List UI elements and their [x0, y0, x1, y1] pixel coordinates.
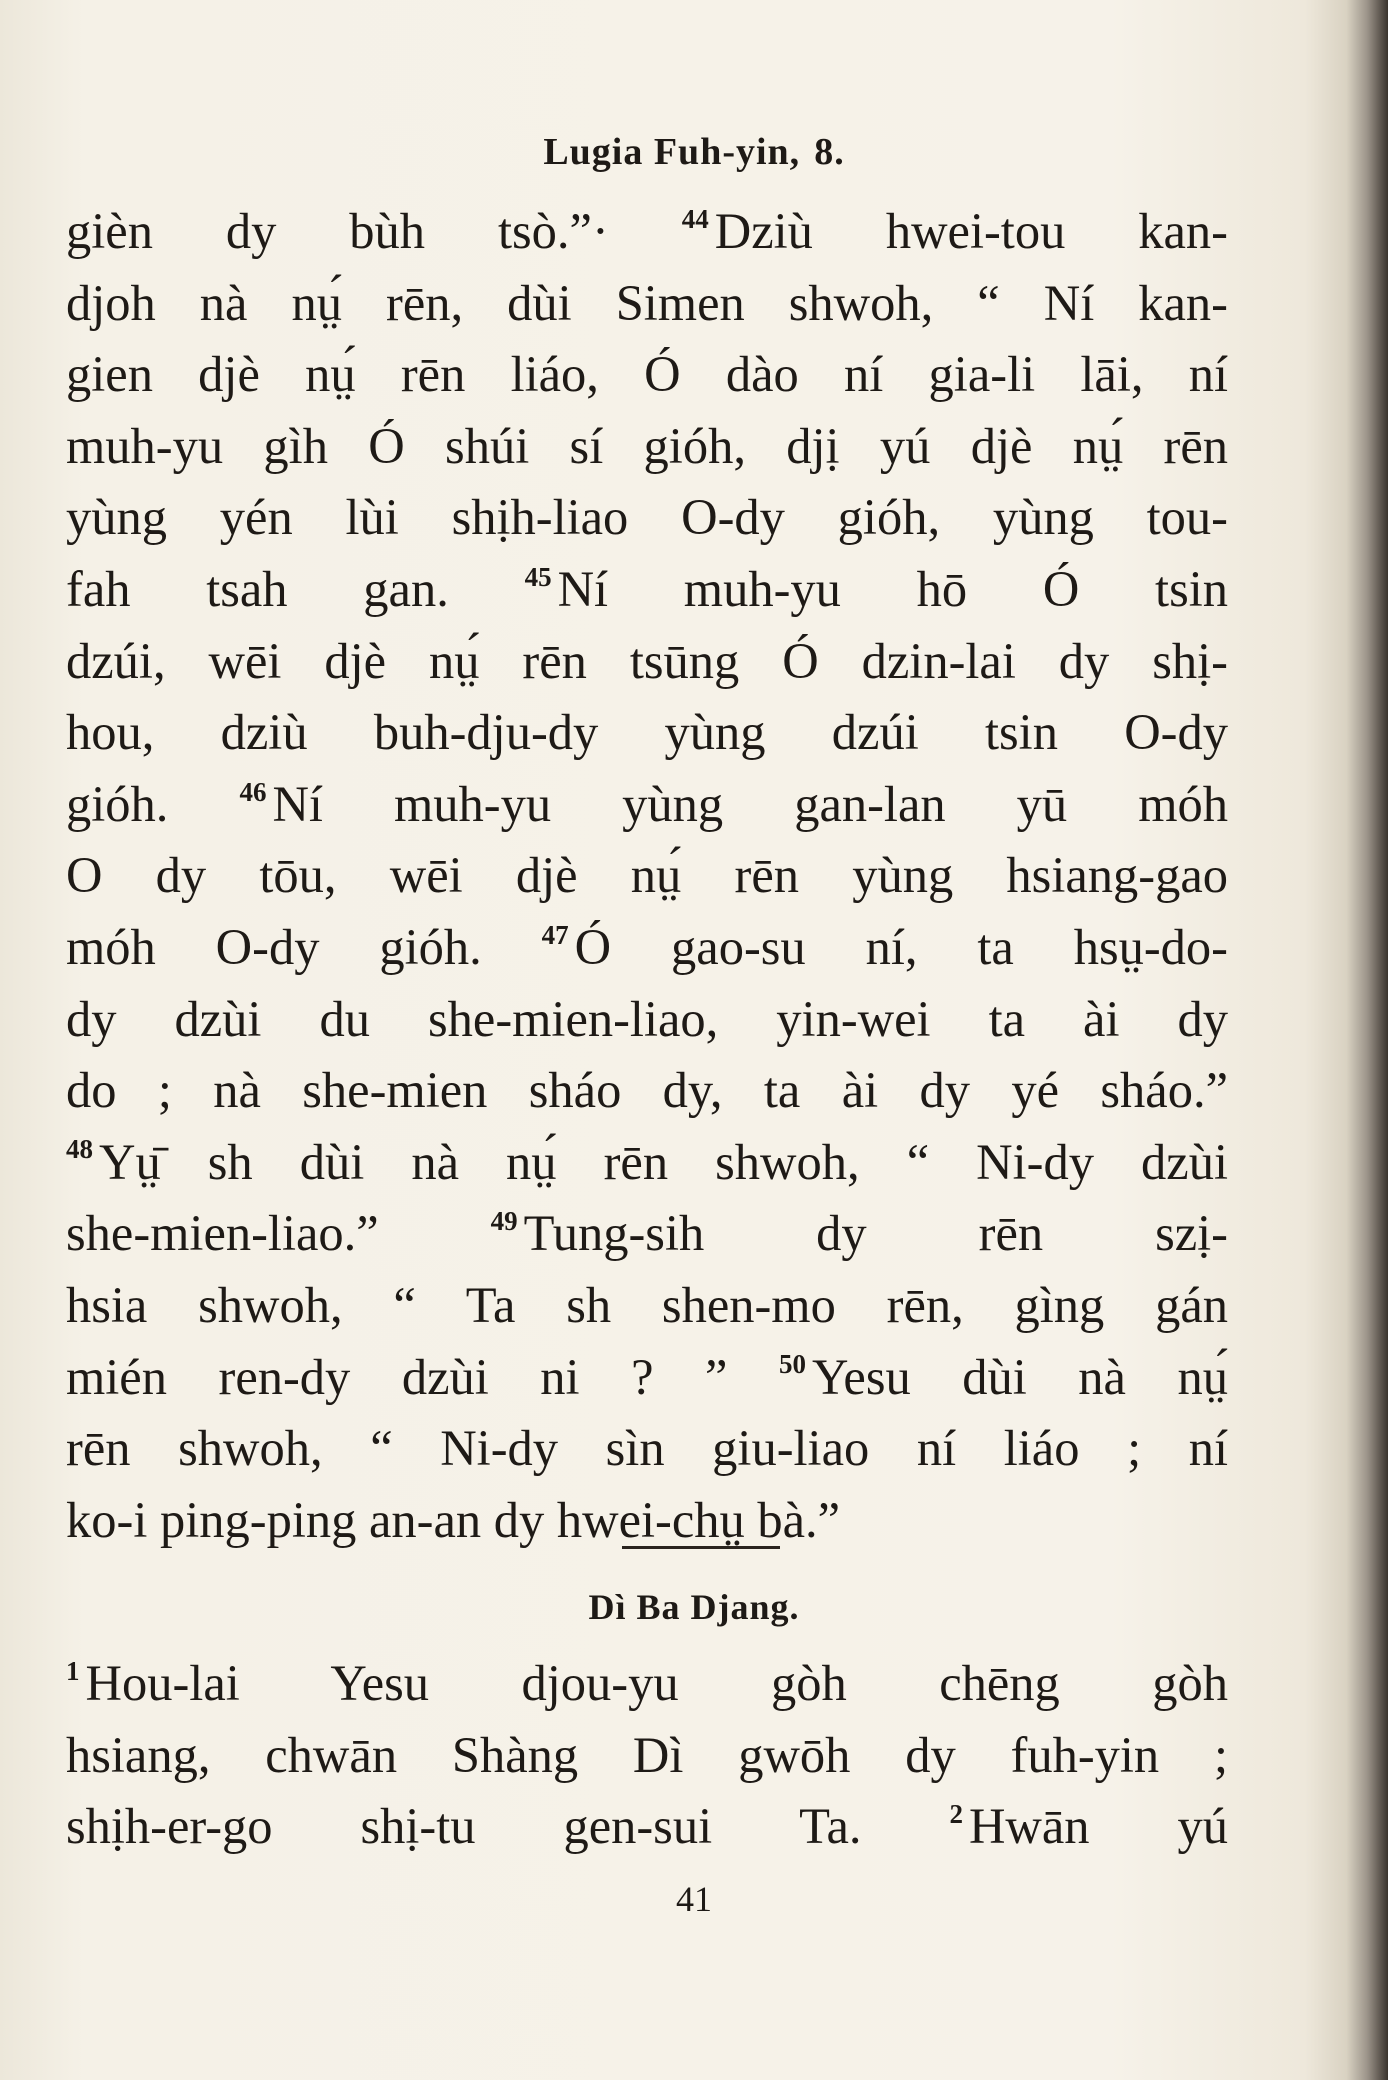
text-line: [66, 482, 1228, 554]
line-text: fah tsah gan.: [66, 560, 525, 617]
text-line: [66, 268, 1228, 340]
page-number: 41: [676, 1879, 712, 1919]
line-text: ko-i ping-ping an-an dy hwei-chṳ bà.”: [66, 1491, 841, 1548]
verse-number: 46: [239, 776, 267, 807]
line-text: Tung-sih dy rēn szị-: [523, 1205, 1228, 1262]
line-text: Ní muh-yu hō Ó tsin: [557, 560, 1228, 617]
line-text: rēn shwoh, “ Ni-dy sìn giu-liao ní liáo ; ní: [66, 1420, 1228, 1477]
chapter-heading: Dì Ba Djang.: [588, 1587, 800, 1627]
text-line: [66, 1791, 1228, 1863]
text-line: [66, 339, 1228, 411]
header-chapter-number: 8.: [814, 131, 845, 173]
running-header: [0, 130, 1388, 174]
text-line: [66, 1270, 1228, 1342]
line-text: O dy tōu, wēi djè nṳ́ rēn yùng hsiang-gao: [66, 847, 1228, 904]
verse-text: [66, 196, 1228, 1556]
line-text: hou, dziù buh-dju-dy yùng dzúi tsin O-dy: [66, 704, 1228, 761]
line-text: she-mien-liao.”: [66, 1205, 491, 1262]
line-text: muh-yu gìh Ó shúi sí gióh, djị yú djè nṳ́ rēn: [66, 417, 1228, 474]
text-line: [66, 769, 1228, 841]
line-text: mién ren-dy dzùi ni ? ”: [66, 1348, 779, 1405]
text-line: [66, 840, 1228, 912]
line-text: Hwān yú: [968, 1798, 1228, 1855]
line-text: hsia shwoh, “ Ta sh shen-mo rēn, gìng gán: [66, 1276, 1228, 1333]
verse-number: 44: [681, 203, 709, 234]
line-text: hsiang, chwān Shàng Dì gwōh dy fuh-yin ;: [66, 1726, 1228, 1783]
line-text: dy dzùi du she-mien-liao, yin-wei ta ài dy: [66, 990, 1228, 1047]
verse-number: 50: [778, 1349, 806, 1380]
line-text: Ó gao-su ní, ta hsṳ-do-: [574, 918, 1228, 975]
text-line: [66, 1720, 1228, 1792]
section-divider: [622, 1546, 780, 1549]
line-text: yùng yén lùi shịh-liao O-dy gióh, yùng tou-: [66, 489, 1228, 546]
header-title: Lugia Fuh-yin,: [543, 131, 801, 173]
text-line: [66, 1648, 1228, 1720]
line-text: do ; nà she-mien sháo dy, ta ài dy yé sháo.”: [66, 1062, 1228, 1119]
text-line: [66, 984, 1228, 1056]
line-text: gióh.: [66, 775, 240, 832]
line-text: djoh nà nṳ́ rēn, dùi Simen shwoh, “ Ní kan-: [66, 274, 1228, 331]
verse-number: 45: [524, 561, 552, 592]
verse-number: 2: [949, 1798, 963, 1829]
text-line: [66, 554, 1228, 626]
line-text: shịh-er-go shị-tu gen-sui Ta.: [66, 1798, 950, 1855]
line-text: Yṳ̄ sh dùi nà nṳ́ rēn shwoh, “ Ni-dy dzùi: [99, 1133, 1228, 1190]
text-line: [66, 912, 1228, 984]
verse-number: 1: [66, 1655, 80, 1686]
line-text: gien djè nṳ́ rēn liáo, Ó dào ní gia-li lāi, ní: [66, 346, 1228, 403]
text-line: [66, 1127, 1228, 1199]
verse-number: 49: [490, 1206, 518, 1237]
text-line: [66, 196, 1228, 268]
line-text: Yesu dùi nà nṳ́: [811, 1348, 1228, 1405]
chapter-verse-text: [66, 1648, 1228, 1863]
text-line: [66, 411, 1228, 483]
text-line: [66, 1055, 1228, 1127]
line-text: gièn dy bùh tsò.”·: [66, 203, 682, 259]
verse-number: 47: [541, 919, 569, 950]
text-line: [66, 1342, 1228, 1414]
line-text: Dziù hwei-tou kan-: [714, 203, 1228, 259]
line-text: dzúi, wēi djè nṳ́ rēn tsūng Ó dzin-lai dy shị-: [66, 632, 1228, 689]
text-line: [66, 1413, 1228, 1485]
text-line: [66, 697, 1228, 769]
text-line: [66, 626, 1228, 698]
line-text: Hou-lai Yesu djou-yu gòh chēng gòh: [85, 1655, 1228, 1711]
line-text: móh O-dy gióh.: [66, 918, 542, 975]
line-text: Ní muh-yu yùng gan-lan yū móh: [272, 775, 1228, 832]
text-line: [66, 1198, 1228, 1270]
verse-number: 48: [66, 1134, 93, 1165]
